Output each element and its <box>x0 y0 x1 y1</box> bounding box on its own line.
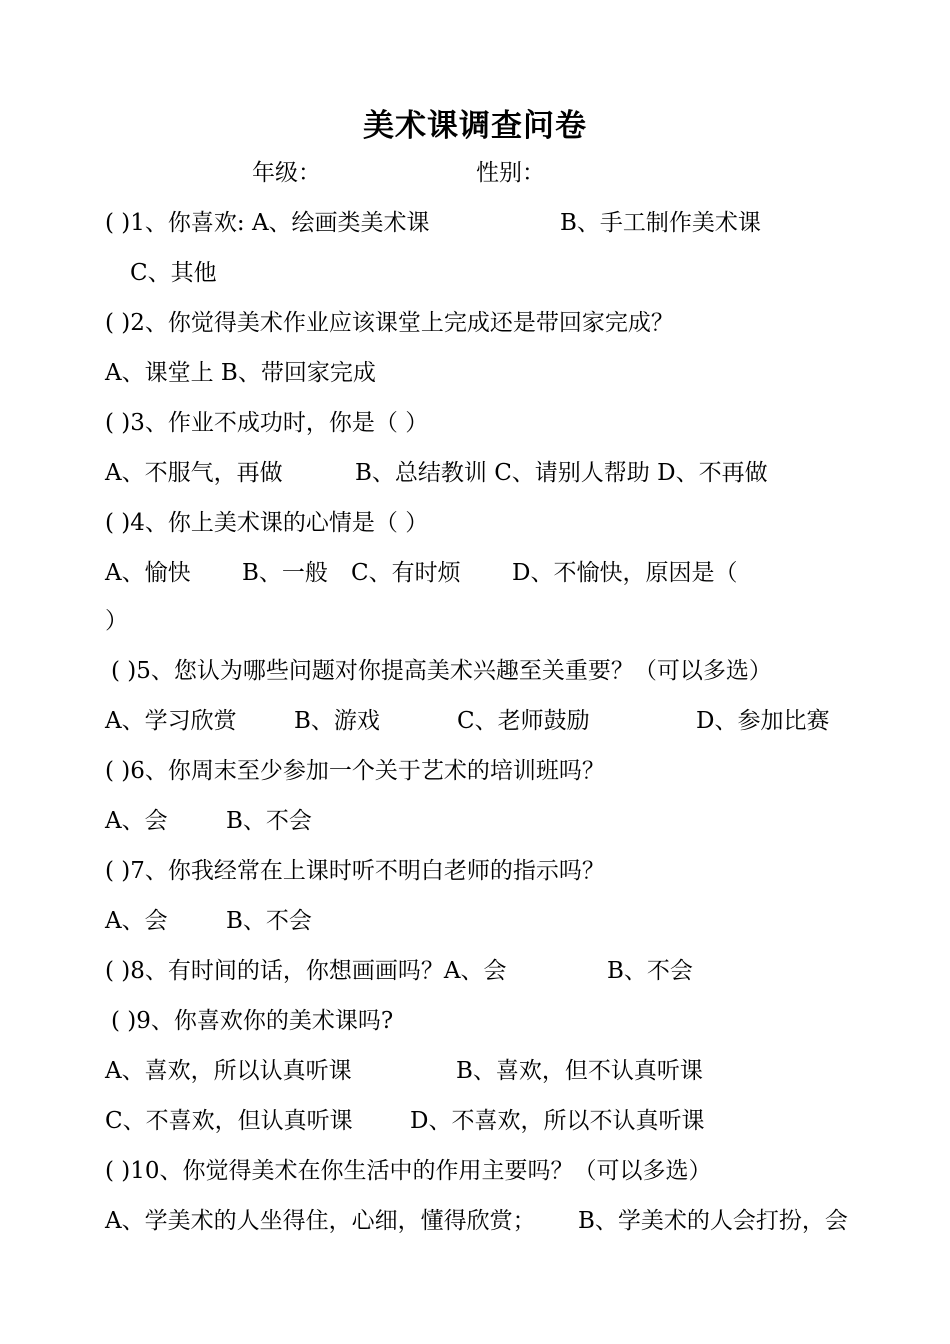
question-9-stem: ( )9、你喜欢你的美术课吗? <box>111 1008 394 1034</box>
question-5-option-c: C、老师鼓励 <box>457 708 590 734</box>
question-5-option-a: A、学习欣赏 <box>105 708 237 734</box>
question-1-option-c: C、其他 <box>130 260 217 286</box>
question-5-option-d: D、参加比赛 <box>696 708 830 734</box>
question-4-option-d: D、不愉快，原因是（ <box>512 560 738 586</box>
question-4-option-b: B、一般 <box>242 560 328 586</box>
question-4-option-c: C、有时烦 <box>351 560 461 586</box>
question-5-option-b: B、游戏 <box>294 708 380 734</box>
question-9-option-a: A、喜欢，所以认真听课 <box>105 1058 352 1084</box>
question-6-stem: ( )6、你周末至少参加一个关于艺术的培训班吗？ <box>105 758 605 784</box>
question-6-option-b: B、不会 <box>226 808 312 834</box>
question-10-stem: ( )10、你觉得美术在你生活中的作用主要吗？（可以多选） <box>105 1158 712 1184</box>
question-6-option-a: A、会 <box>105 808 168 834</box>
question-9-option-d: D、不喜欢，所以不认真听课 <box>410 1108 705 1134</box>
document-title: 美术课调查问卷 <box>363 108 587 144</box>
question-4-option-a: A、愉快 <box>105 560 191 586</box>
question-8-option-b: B、不会 <box>607 958 693 984</box>
question-5-stem: ( )5、您认为哪些问题对你提高美术兴趣至关重要？（可以多选） <box>111 658 772 684</box>
question-9-option-b: B、喜欢，但不认真听课 <box>456 1058 703 1084</box>
gender-label: 性别： <box>476 160 545 186</box>
question-7-option-a: A、会 <box>105 908 168 934</box>
question-3-option-a: A、不服气，再做 <box>105 460 283 486</box>
question-7-option-b: B、不会 <box>226 908 312 934</box>
question-3-stem: ( )3、作业不成功时，你是（ ） <box>105 410 429 436</box>
question-1-stem: ( )1、你喜欢: A、绘画类美术课 <box>105 210 430 236</box>
question-2-stem: ( )2、你觉得美术作业应该课堂上完成还是带回家完成？ <box>105 310 674 336</box>
question-3-options-bcd: B、总结教训 C、请别人帮助 D、不再做 <box>355 460 768 486</box>
question-1-option-b: B、手工制作美术课 <box>560 210 761 236</box>
question-10-option-b: B、学美术的人会打扮，会 <box>578 1208 848 1234</box>
question-9-option-c: C、不喜欢，但认真听课 <box>105 1108 353 1134</box>
grade-label: 年级： <box>252 160 321 186</box>
question-4-close-paren: ） <box>105 608 128 634</box>
question-8-stem: ( )8、有时间的话，你想画画吗？A、会 <box>105 958 507 984</box>
question-2-option-text: A、课堂上 B、带回家完成 <box>105 360 376 386</box>
question-7-stem: ( )7、你我经常在上课时听不明白老师的指示吗？ <box>105 858 605 884</box>
question-10-option-a: A、学美术的人坐得住，心细，懂得欣赏； <box>105 1208 536 1234</box>
question-4-stem: ( )4、你上美术课的心情是（ ） <box>105 510 429 536</box>
